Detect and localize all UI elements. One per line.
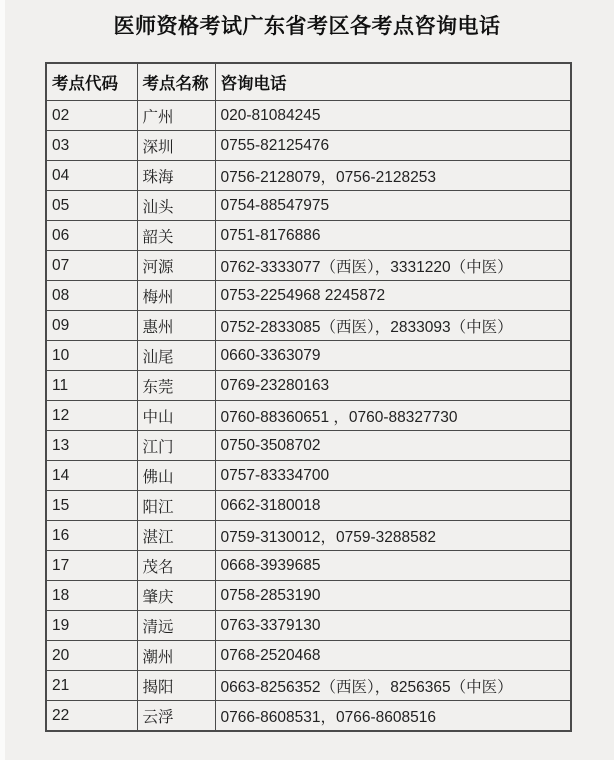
table-row	[46, 101, 571, 131]
cell-code: 02	[46, 101, 137, 131]
cell-phone: 0753-2254968 2245872	[215, 281, 571, 311]
table-header-row	[46, 63, 571, 101]
cell-code: 04	[46, 161, 137, 191]
cell-phone: 0766-8608531，0766-8608516	[215, 701, 571, 732]
cell-code: 18	[46, 581, 137, 611]
table-row	[46, 191, 571, 221]
table-row	[46, 281, 571, 311]
table-row	[46, 491, 571, 521]
cell-phone: 0769-23280163	[215, 371, 571, 401]
cell-phone: 0756-2128079，0756-2128253	[215, 161, 571, 191]
cell-name: 深圳	[137, 131, 215, 161]
cell-name: 汕尾	[137, 341, 215, 371]
cell-name: 佛山	[137, 461, 215, 491]
header-phone: 咨询电话	[215, 63, 571, 101]
cell-code: 13	[46, 431, 137, 461]
cell-name: 湛江	[137, 521, 215, 551]
cell-phone: 0662-3180018	[215, 491, 571, 521]
cell-code: 21	[46, 671, 137, 701]
cell-name: 广州	[137, 101, 215, 131]
table-row	[46, 641, 571, 671]
cell-name: 茂名	[137, 551, 215, 581]
cell-code: 03	[46, 131, 137, 161]
cell-code: 14	[46, 461, 137, 491]
table-row	[46, 161, 571, 191]
cell-name: 揭阳	[137, 671, 215, 701]
cell-name: 清远	[137, 611, 215, 641]
cell-phone: 0752-2833085（西医），2833093（中医）	[215, 311, 571, 341]
cell-phone: 0660-3363079	[215, 341, 571, 371]
page-title: 医师资格考试广东省考区各考点咨询电话	[113, 15, 501, 38]
cell-name: 肇庆	[137, 581, 215, 611]
table-row	[46, 581, 571, 611]
cell-code: 07	[46, 251, 137, 281]
cell-code: 22	[46, 701, 137, 732]
header-site-name: 考点名称	[137, 63, 215, 101]
cell-code: 06	[46, 221, 137, 251]
table-row	[46, 401, 571, 431]
table-row	[46, 221, 571, 251]
table-row	[46, 521, 571, 551]
cell-name: 江门	[137, 431, 215, 461]
cell-phone: 0762-3333077（西医），3331220（中医）	[215, 251, 571, 281]
cell-phone: 0768-2520468	[215, 641, 571, 671]
cell-code: 05	[46, 191, 137, 221]
cell-phone: 0758-2853190	[215, 581, 571, 611]
cell-phone: 0755-82125476	[215, 131, 571, 161]
cell-code: 11	[46, 371, 137, 401]
cell-name: 汕头	[137, 191, 215, 221]
cell-phone: 0663-8256352（西医），8256365（中医）	[215, 671, 571, 701]
cell-code: 17	[46, 551, 137, 581]
exam-site-phone-table	[45, 62, 572, 732]
cell-code: 12	[46, 401, 137, 431]
cell-name: 阳江	[137, 491, 215, 521]
table-row	[46, 371, 571, 401]
table-row	[46, 251, 571, 281]
cell-name: 珠海	[137, 161, 215, 191]
cell-code: 19	[46, 611, 137, 641]
table-row	[46, 131, 571, 161]
table-row	[46, 701, 571, 732]
cell-phone: 0763-3379130	[215, 611, 571, 641]
table-row	[46, 311, 571, 341]
cell-name: 云浮	[137, 701, 215, 732]
cell-name: 中山	[137, 401, 215, 431]
cell-code: 10	[46, 341, 137, 371]
cell-code: 20	[46, 641, 137, 671]
cell-code: 16	[46, 521, 137, 551]
cell-phone: 0750-3508702	[215, 431, 571, 461]
cell-name: 潮州	[137, 641, 215, 671]
cell-name: 梅州	[137, 281, 215, 311]
cell-phone: 0757-83334700	[215, 461, 571, 491]
cell-name: 惠州	[137, 311, 215, 341]
cell-phone: 0754-88547975	[215, 191, 571, 221]
page-left-edge	[0, 0, 5, 760]
table-row	[46, 551, 571, 581]
cell-name: 河源	[137, 251, 215, 281]
table-row	[46, 671, 571, 701]
table-row	[46, 341, 571, 371]
cell-code: 09	[46, 311, 137, 341]
cell-phone: 0668-3939685	[215, 551, 571, 581]
cell-phone: 0759-3130012，0759-3288582	[215, 521, 571, 551]
cell-phone: 0760-88360651 ，0760-88327730	[215, 401, 571, 431]
table-row	[46, 461, 571, 491]
table-row	[46, 431, 571, 461]
cell-phone: 0751-8176886	[215, 221, 571, 251]
cell-name: 韶关	[137, 221, 215, 251]
table-row	[46, 611, 571, 641]
cell-code: 15	[46, 491, 137, 521]
header-site-code: 考点代码	[46, 63, 137, 101]
cell-code: 08	[46, 281, 137, 311]
cell-name: 东莞	[137, 371, 215, 401]
cell-phone: 020-81084245	[215, 101, 571, 131]
